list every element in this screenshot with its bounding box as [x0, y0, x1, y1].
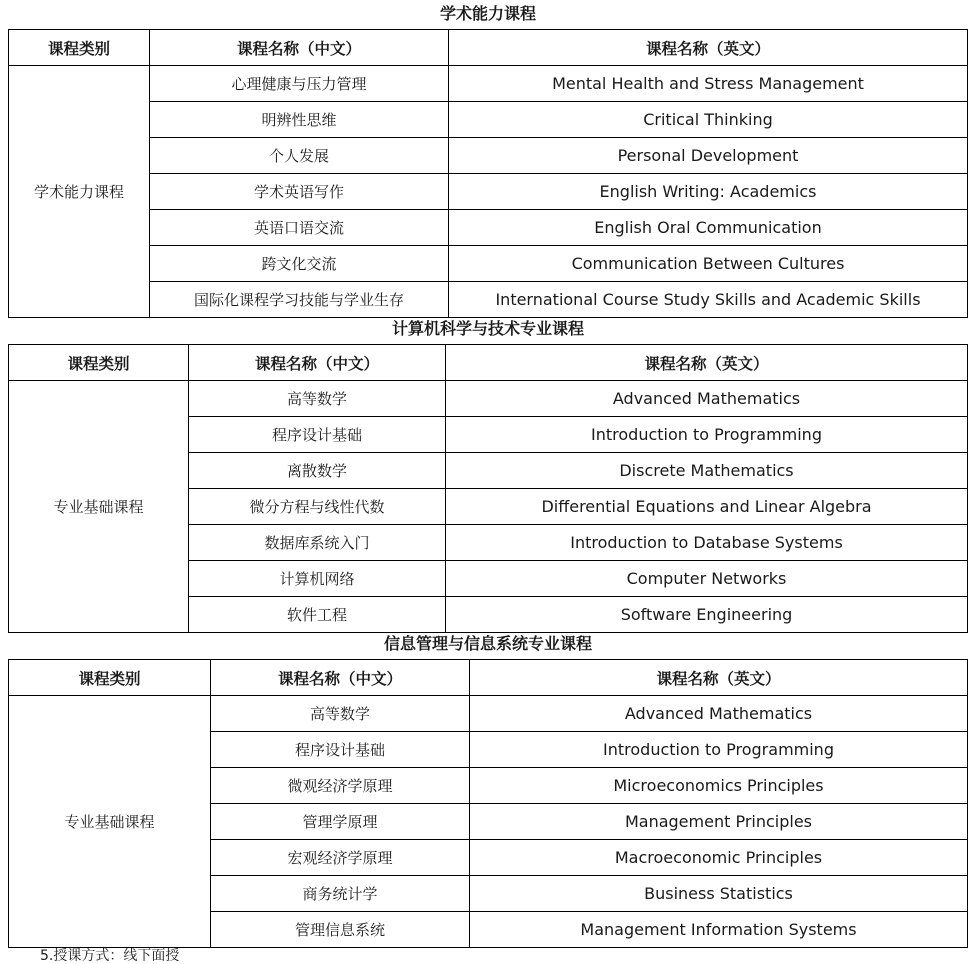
course-name-en: Discrete Mathematics	[446, 453, 968, 489]
course-name-zh: 高等数学	[189, 381, 446, 417]
header-category: 课程类别	[9, 345, 189, 381]
course-name-en: Mental Health and Stress Management	[449, 66, 968, 102]
computer-science-course-table	[8, 344, 968, 633]
course-name-zh: 个人发展	[150, 138, 449, 174]
table-row	[9, 246, 968, 282]
course-name-en: Introduction to Programming	[446, 417, 968, 453]
header-name-zh: 课程名称（中文）	[189, 345, 446, 381]
course-name-zh: 心理健康与压力管理	[150, 66, 449, 102]
course-name-en: Communication Between Cultures	[449, 246, 968, 282]
course-name-en: Management Information Systems	[470, 912, 968, 948]
course-name-zh: 国际化课程学习技能与学业生存	[150, 282, 449, 318]
course-name-zh: 高等数学	[211, 696, 470, 732]
table-row	[9, 282, 968, 318]
header-name-zh: 课程名称（中文）	[211, 660, 470, 696]
course-name-en: English Writing: Academics	[449, 174, 968, 210]
course-name-en: Microeconomics Principles	[470, 768, 968, 804]
category-cell: 专业基础课程	[9, 381, 189, 633]
header-name-en: 课程名称（英文）	[446, 345, 968, 381]
course-name-en: Introduction to Programming	[470, 732, 968, 768]
course-name-en: Critical Thinking	[449, 102, 968, 138]
information-systems-course-table	[8, 659, 968, 948]
course-name-zh: 微观经济学原理	[211, 768, 470, 804]
course-name-en: Computer Networks	[446, 561, 968, 597]
course-name-zh: 管理信息系统	[211, 912, 470, 948]
course-name-zh: 明辨性思维	[150, 102, 449, 138]
course-name-zh: 跨文化交流	[150, 246, 449, 282]
course-name-zh: 商务统计学	[211, 876, 470, 912]
course-name-zh: 程序设计基础	[211, 732, 470, 768]
table-row	[9, 381, 968, 417]
table-header-row	[9, 345, 968, 381]
course-name-zh: 微分方程与线性代数	[189, 489, 446, 525]
table-header-row	[9, 30, 968, 66]
course-name-en: Software Engineering	[446, 597, 968, 633]
table-header-row	[9, 660, 968, 696]
table-row	[9, 210, 968, 246]
academic-course-table	[8, 29, 968, 318]
footnote-teaching-method: 5.授课方式：线下面授	[40, 948, 180, 964]
table-row	[9, 102, 968, 138]
category-cell: 学术能力课程	[9, 66, 150, 318]
course-name-zh: 计算机网络	[189, 561, 446, 597]
header-category: 课程类别	[9, 30, 150, 66]
section-title-computer-science: 计算机科学与技术专业课程	[391, 319, 584, 338]
header-name-en: 课程名称（英文）	[470, 660, 968, 696]
course-name-en: Management Principles	[470, 804, 968, 840]
table-row	[9, 66, 968, 102]
course-name-zh: 学术英语写作	[150, 174, 449, 210]
course-name-zh: 数据库系统入门	[189, 525, 446, 561]
category-cell: 专业基础课程	[9, 696, 211, 948]
header-category: 课程类别	[9, 660, 211, 696]
course-name-en: Introduction to Database Systems	[446, 525, 968, 561]
course-name-zh: 宏观经济学原理	[211, 840, 470, 876]
course-name-en: Macroeconomic Principles	[470, 840, 968, 876]
header-name-en: 课程名称（英文）	[449, 30, 968, 66]
course-name-en: International Course Study Skills and Academic Skills	[449, 282, 968, 318]
course-name-en: Differential Equations and Linear Algebra	[446, 489, 968, 525]
course-name-zh: 离散数学	[189, 453, 446, 489]
course-name-en: Personal Development	[449, 138, 968, 174]
section-title-information-systems: 信息管理与信息系统专业课程	[383, 634, 592, 653]
course-name-en: English Oral Communication	[449, 210, 968, 246]
header-name-zh: 课程名称（中文）	[150, 30, 449, 66]
course-name-zh: 软件工程	[189, 597, 446, 633]
course-name-zh: 英语口语交流	[150, 210, 449, 246]
course-name-zh: 程序设计基础	[189, 417, 446, 453]
table-row	[9, 696, 968, 732]
course-name-en: Advanced Mathematics	[470, 696, 968, 732]
course-name-en: Business Statistics	[470, 876, 968, 912]
section-title-academic: 学术能力课程	[439, 4, 536, 23]
table-row	[9, 174, 968, 210]
table-row	[9, 138, 968, 174]
course-name-en: Advanced Mathematics	[446, 381, 968, 417]
course-name-zh: 管理学原理	[211, 804, 470, 840]
